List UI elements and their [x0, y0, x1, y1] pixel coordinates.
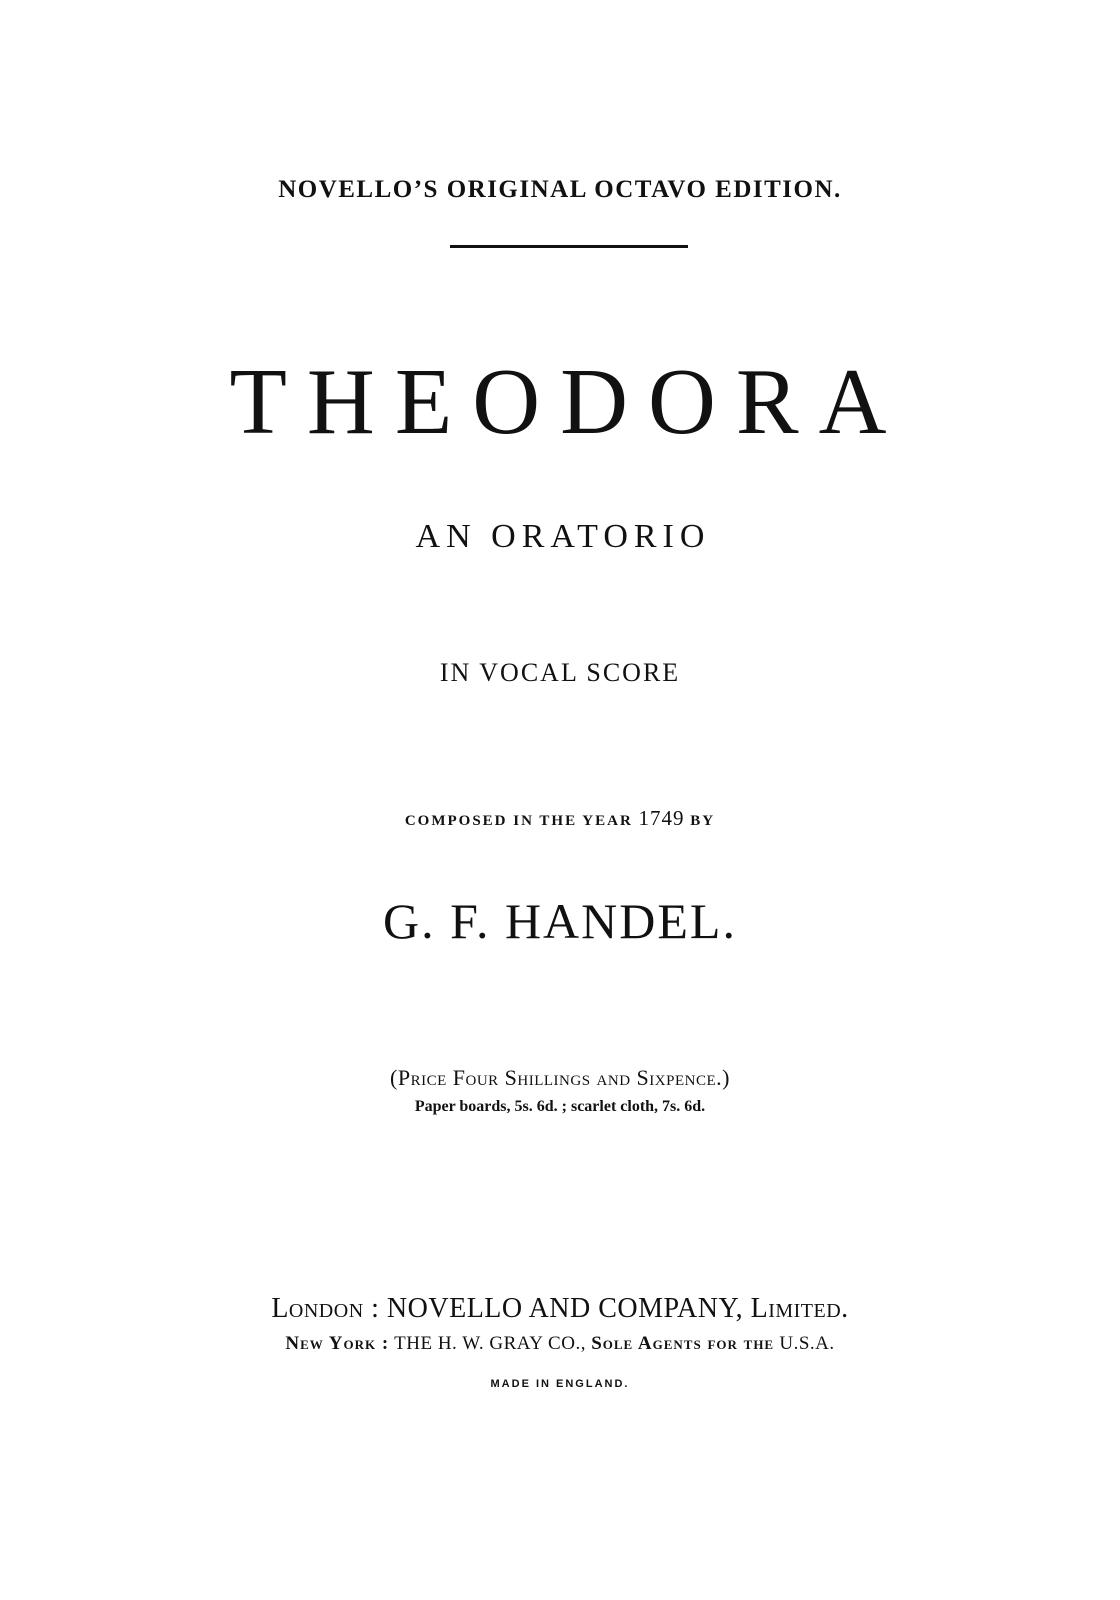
publisher-line [0, 1293, 1120, 1325]
agents-suffix: Sole Agents for the [591, 1333, 775, 1354]
binding-prices: Paper boards, 5s. 6d. ; scarlet cloth, 7s. 6d. [414, 1098, 706, 1115]
publisher-suffix: Limited. [750, 1293, 849, 1324]
composed-prefix: COMPOSED IN THE YEAR [404, 813, 633, 829]
price-text: (Price Four Shillings and Sixpence.) [390, 1065, 730, 1090]
composer-name: G. F. HANDEL. [383, 893, 737, 949]
made-in-line: MADE IN ENGLAND. [490, 1378, 630, 1390]
composed-suffix: BY [690, 813, 716, 829]
agents-country: U.S.A. [779, 1333, 835, 1354]
price-line [0, 1065, 1120, 1091]
work-title: THEODORA [229, 350, 907, 454]
divider-rule [450, 245, 688, 248]
agents-line [0, 1333, 1120, 1355]
composed-line [0, 806, 1120, 831]
agents-name: THE H. W. GRAY CO., [394, 1333, 586, 1354]
publisher-name: NOVELLO AND COMPANY, [386, 1293, 744, 1324]
publisher-city: London : [271, 1293, 380, 1324]
edition-heading: NOVELLO’S ORIGINAL OCTAVO EDITION. [278, 176, 842, 203]
agents-city: New York : [285, 1333, 390, 1354]
composed-year: 1749 [638, 806, 685, 830]
score-type: IN VOCAL SCORE [439, 658, 681, 687]
work-subtitle: AN ORATORIO [415, 518, 711, 555]
